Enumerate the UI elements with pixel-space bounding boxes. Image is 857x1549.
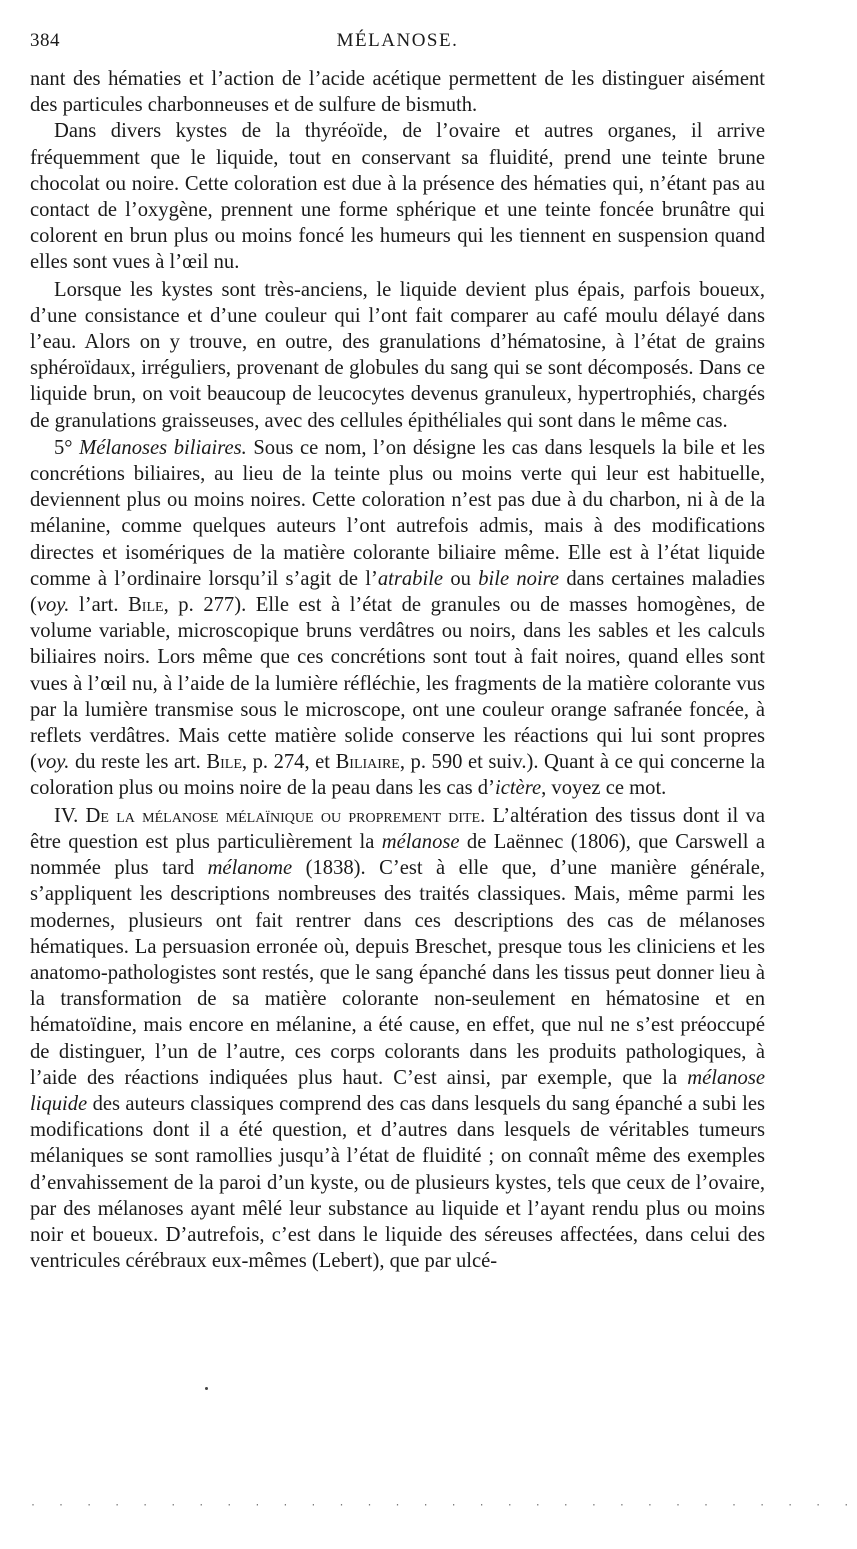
section-heading: De la mélanose mélaïnique ou proprement dite. <box>85 804 486 827</box>
paragraph-biliary-melanoses <box>30 435 765 802</box>
text-run: de Laënnec (1806), que Carswell a nommée plus tard <box>30 830 765 880</box>
paragraph-3: Lorsque les kystes sont très-anciens, le liquide devient plus épais, parfois boueux, d’une consistance et d’une couleur qui l’ont fait comparer au café moulu délayé dans l’eau. Alors on y trouve, en outre, des granulations d’hématosine, à l’état de grains sphéroïdaux, irréguliers, provenant de globules du sang qui se sont décomposés. Dans ce liquide brun, on voit beaucoup de leucocytes devenus granuleux, hypertrophiés, chargés de granulations graisseuses, avec des cellules épithéliales qui sont dans le même cas. <box>30 278 765 432</box>
text-run: Sous ce nom, l’on désigne les cas dans lesquels la bile et les concrétions biliaires, au lieu de la teinte plus ou moins verte qui leur est habituelle, deviennent plus ou moins noires. Cette coloration n’est pas due à du charbon, ni à de la mélanine, comme quelques auteurs l’ont autrefois admis, mais à des modifications directes et isomériques de la matière colorante biliaire même. Elle est à l’état liquide comme à l’ordinaire lorsqu’il s’agit de l’ <box>30 436 765 590</box>
italic-term: ictère <box>494 777 542 800</box>
text-run: L’altération des tissus dont il va être question est plus particulièrement la <box>30 804 765 853</box>
page-number: 384 <box>30 30 60 51</box>
text-run: ou <box>443 567 479 590</box>
cross-reference: Bile <box>128 594 164 617</box>
text-run: des auteurs classiques comprend des cas dans lesquels du sang épanché a subi les modifications dont il a été question, et d’autres dans lesquels de véritables tumeurs mélaniques se sont ramollies jusqu’à l’état de fluidité ; on connaît même des exemples d’envahissement de la paroi d’un kyste, ou de plusieurs kystes, tels que ceux de l’ovaire, par des mélanoses ayant mêlé leur substance au liquide et l’ayant rendu plus ou moins noir et boueux. D’autrefois, c’est dans le liquide des séreuses affectées, dans celui des ventricules cérébraux eux-mêmes (Lebert), que par ulcé- <box>30 1092 765 1273</box>
cross-reference: Biliaire <box>335 751 400 774</box>
cross-reference: Bile <box>206 751 242 774</box>
italic-term: atrabile <box>377 567 444 590</box>
section-number: IV. <box>54 804 86 827</box>
italic-term: mélanose liquide <box>30 1066 765 1115</box>
ink-speck <box>205 1387 208 1390</box>
book-page <box>30 30 765 1274</box>
section-heading: Mélanoses biliaires. <box>79 436 247 459</box>
text-run: du reste les art. <box>69 751 207 774</box>
italic-term: mélanose <box>381 830 460 853</box>
paragraph-melaninic-melanosis <box>30 803 765 1275</box>
text-run: , p. 277). Elle est à l’état de granules ou de masses homogènes, de volume variable, microscopique bruns verdâtres ou noirs, dans les sables et les calculs biliaires noirs. Lors même que ces concrétions sont tout à fait noires, quand elles sont vues à l’œil nu, à l’aide de la lumière réfléchie, les fragments de la matière colorante vus par la lumière transmise sous le microscope, ont une couleur orange safranée foncée, à reflets verdâtres. Mais cette matière solide conserve les réactions qui lui sont propres ( <box>30 594 765 774</box>
text-run: , p. 274, et <box>241 751 336 774</box>
text-run: , p. 590 et suiv.). Quant à ce qui concerne la coloration plus ou moins noire de la peau dans les cas d’ <box>30 751 765 800</box>
italic-term: bile noire <box>478 567 560 590</box>
text-run: (1838). C’est à elle que, d’une manière générale, s’appliquent les descriptions nombreuses des traités classiques. Mais, même parmi les modernes, plusieurs ont fait rentrer dans ces descriptions des cas de mélanoses hématiques. La persuasion erronée où, depuis Breschet, presque tous les cliniciens et les anatomo-pathologistes sont restés, que le sang épanché dans les tissus peut donner lieu à la transformation de sa matière colorante non-seulement en hématosine et en hématoïdine, mais encore en mélanine, a été cause, en effet, que nul ne s’est préoccupé de distinguer, l’un de l’autre, ces corps colorants dans les produits pathologiques, à l’aide des réactions indiquées plus haut. C’est ainsi, par exemple, que la <box>30 857 765 1089</box>
scan-artifact-dots: · · · · · · · · · · · · · · · · · · · · · · · · · · · · · · <box>30 1500 857 1511</box>
running-header <box>30 30 765 66</box>
section-number: 5° <box>54 436 80 459</box>
text-run: , voyez ce mot. <box>541 777 667 800</box>
running-title: MÉLANOSE. <box>336 30 459 51</box>
text-run: l’art. <box>69 594 129 617</box>
italic-term: voy. <box>36 594 70 617</box>
text-run: dans certaines maladies ( <box>30 567 765 617</box>
paragraph-2: Dans divers kystes de la thyréoïde, de l’ovaire et autres organes, il arrive fréquemment que le liquide, tout en conservant sa fluidité, prend une teinte brune chocolat ou noire. Cette coloration est due à la présence des hématies qui, n’étant pas au contact de l’oxygène, prennent une forme sphérique et une teinte foncée brunâtre qui colorent en brun plus ou moins foncé les humeurs qui les tiennent en suspension quand elles sont vues à l’œil nu. <box>30 120 765 274</box>
italic-term: mélanome <box>207 857 293 880</box>
paragraph-1: nant des hématies et l’action de l’acide acétique permettent de les distinguer aisément des particules charbonneuses et de sulfure de bismuth. <box>30 68 765 117</box>
italic-term: voy. <box>36 751 70 774</box>
